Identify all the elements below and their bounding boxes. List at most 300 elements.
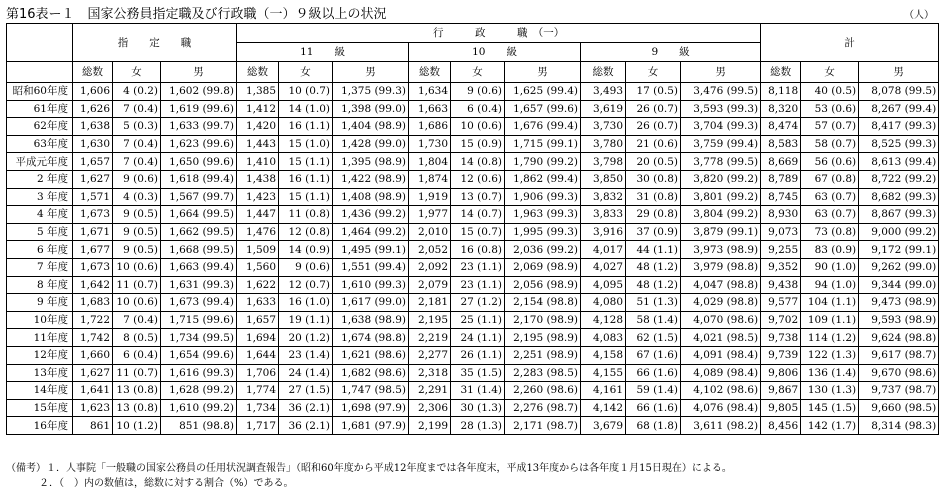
notes <box>6 461 732 491</box>
row-label: 10年度 <box>7 311 73 329</box>
table-cell: 1,638 (98.9) <box>333 311 409 329</box>
table-cell: 1,438 <box>237 170 279 188</box>
table-cell: 4,076 (98.4) <box>681 399 761 417</box>
table-cell: 1,742 <box>73 329 113 347</box>
table-cell: 10 (1.2) <box>113 417 161 435</box>
table-cell: 3,916 <box>581 223 626 241</box>
table-cell: 3,730 <box>581 118 626 136</box>
table-cell: 8,417 (99.3) <box>859 118 939 136</box>
table-cell: 3,476 (99.5) <box>681 83 761 101</box>
table-cell: 1,410 <box>237 153 279 171</box>
table-cell: 1,567 (99.7) <box>161 188 237 206</box>
subheader-otoko: 男 <box>681 62 761 83</box>
table-cell: 1,641 <box>73 382 113 400</box>
table-cell: 1,627 <box>73 170 113 188</box>
table-cell: 2,154 (98.8) <box>505 294 581 312</box>
table-cell: 1,663 (99.4) <box>161 258 237 276</box>
table-cell: 1,633 (99.7) <box>161 118 237 136</box>
table-cell: 48 (1.2) <box>626 276 681 294</box>
table-cell: 1,412 <box>237 100 279 118</box>
table-cell: 8,314 (98.3) <box>859 417 939 435</box>
table-row <box>7 118 939 136</box>
table-cell: 62 (1.5) <box>626 329 681 347</box>
table-cell: 2,306 <box>409 399 451 417</box>
table-cell: 31 (1.4) <box>451 382 505 400</box>
table-row <box>7 329 939 347</box>
table-cell: 851 (98.8) <box>161 417 237 435</box>
table-cell: 4,047 (98.8) <box>681 276 761 294</box>
table-cell: 59 (1.4) <box>626 382 681 400</box>
table-cell: 14 (0.8) <box>451 153 505 171</box>
table-cell: 16 (1.1) <box>279 170 333 188</box>
row-label: 平成元年度 <box>7 153 73 171</box>
table-cell: 1,677 <box>73 241 113 259</box>
table-cell: 1,668 (99.5) <box>161 241 237 259</box>
table-cell: 1,423 <box>237 188 279 206</box>
table-cell: 145 (1.5) <box>801 399 859 417</box>
table-cell: 1,657 (99.6) <box>505 100 581 118</box>
subheader-otoko: 男 <box>859 62 939 83</box>
table-cell: 4 (0.3) <box>113 188 161 206</box>
table-cell: 1,906 (99.3) <box>505 188 581 206</box>
table-cell: 1,495 (99.1) <box>333 241 409 259</box>
table-cell: 8 (0.5) <box>113 329 161 347</box>
table-cell: 15 (1.1) <box>279 188 333 206</box>
table-row <box>7 206 939 224</box>
table-cell: 67 (0.8) <box>801 170 859 188</box>
table-cell: 28 (1.3) <box>451 417 505 435</box>
table-cell: 2,276 (98.7) <box>505 399 581 417</box>
table-cell: 4,029 (98.8) <box>681 294 761 312</box>
table-cell: 1,654 (99.6) <box>161 346 237 364</box>
table-cell: 1,618 (99.4) <box>161 170 237 188</box>
table-cell: 1,681 (97.9) <box>333 417 409 435</box>
table-cell: 40 (0.5) <box>801 83 859 101</box>
table-cell: 3,801 (99.2) <box>681 188 761 206</box>
table-cell: 56 (0.6) <box>801 153 859 171</box>
table-cell: 2,199 <box>409 417 451 435</box>
table-cell: 109 (1.1) <box>801 311 859 329</box>
subheader-onna: 女 <box>113 62 161 83</box>
table-cell: 10 (0.6) <box>451 118 505 136</box>
table-cell: 15 (0.9) <box>451 135 505 153</box>
table-cell: 142 (1.7) <box>801 417 859 435</box>
table-cell: 1,683 <box>73 294 113 312</box>
table-cell: 1,385 <box>237 83 279 101</box>
table-cell: 1,622 <box>237 276 279 294</box>
table-cell: 1,447 <box>237 206 279 224</box>
row-label: 15年度 <box>7 399 73 417</box>
table-cell: 31 (0.8) <box>626 188 681 206</box>
unit-label: （人） <box>904 10 934 21</box>
table-cell: 30 (0.8) <box>626 170 681 188</box>
table-cell: 27 (1.5) <box>279 382 333 400</box>
table-row <box>7 258 939 276</box>
table-cell: 19 (1.1) <box>279 311 333 329</box>
table-cell: 1,650 (99.6) <box>161 153 237 171</box>
table-cell: 2,277 <box>409 346 451 364</box>
table-cell: 1,571 <box>73 188 113 206</box>
table-cell: 5 (0.3) <box>113 118 161 136</box>
table-cell: 3,804 (99.2) <box>681 206 761 224</box>
table-cell: 1,963 (99.3) <box>505 206 581 224</box>
table-row <box>7 170 939 188</box>
table-cell: 4,080 <box>581 294 626 312</box>
table-cell: 1,715 (99.6) <box>161 311 237 329</box>
table-cell: 3,850 <box>581 170 626 188</box>
table-cell: 11 (0.7) <box>113 364 161 382</box>
table-cell: 1,420 <box>237 118 279 136</box>
table-cell: 4,070 (98.6) <box>681 311 761 329</box>
table-cell: 1,408 (98.9) <box>333 188 409 206</box>
subheader-onna: 女 <box>801 62 859 83</box>
table-row <box>7 223 939 241</box>
table-cell: 17 (0.5) <box>626 83 681 101</box>
table-cell: 4 (0.2) <box>113 83 161 101</box>
row-label: 63年度 <box>7 135 73 153</box>
table-cell: 8,867 (99.3) <box>859 206 939 224</box>
table-cell: 1,464 (99.2) <box>333 223 409 241</box>
table-cell: 9,617 (98.7) <box>859 346 939 364</box>
table-cell: 26 (1.1) <box>451 346 505 364</box>
subheader-sosu: 総数 <box>581 62 626 83</box>
table-cell: 9,473 (98.9) <box>859 294 939 312</box>
table-cell: 1,722 <box>73 311 113 329</box>
table-cell: 9 (0.5) <box>113 223 161 241</box>
table-cell: 1,633 <box>237 294 279 312</box>
table-cell: 9 (0.6) <box>279 258 333 276</box>
row-label: 昭和60年度 <box>7 83 73 101</box>
table-cell: 4,102 (98.6) <box>681 382 761 400</box>
table-cell: 9,738 <box>761 329 801 347</box>
table-row <box>7 364 939 382</box>
table-cell: 53 (0.6) <box>801 100 859 118</box>
table-cell: 9,739 <box>761 346 801 364</box>
table-cell: 26 (0.7) <box>626 118 681 136</box>
table-cell: 2,291 <box>409 382 451 400</box>
subheader-sosu: 総数 <box>73 62 113 83</box>
table-cell: 2,079 <box>409 276 451 294</box>
table-cell: 1,617 (99.0) <box>333 294 409 312</box>
table-cell: 1,706 <box>237 364 279 382</box>
table-cell: 1,734 <box>237 399 279 417</box>
row-label: 61年度 <box>7 100 73 118</box>
table-cell: 1,673 <box>73 258 113 276</box>
table-cell: 35 (1.5) <box>451 364 505 382</box>
table-cell: 9,702 <box>761 311 801 329</box>
table-cell: 1,995 (99.3) <box>505 223 581 241</box>
table-cell: 27 (1.2) <box>451 294 505 312</box>
table-cell: 1,627 <box>73 364 113 382</box>
table-row <box>7 382 939 400</box>
table-cell: 20 (0.5) <box>626 153 681 171</box>
table-cell: 3,759 (99.4) <box>681 135 761 153</box>
table-cell: 861 <box>73 417 113 435</box>
table-cell: 9 (0.6) <box>451 83 505 101</box>
table-cell: 9 (0.5) <box>113 206 161 224</box>
table-cell: 6 (0.4) <box>451 100 505 118</box>
table-cell: 1,398 (99.0) <box>333 100 409 118</box>
table-cell: 9,577 <box>761 294 801 312</box>
row-label: 62年度 <box>7 118 73 136</box>
table-cell: 1,395 (98.9) <box>333 153 409 171</box>
row-label: 11年度 <box>7 329 73 347</box>
table-cell: 9,660 (98.5) <box>859 399 939 417</box>
table-row <box>7 135 939 153</box>
table-cell: 9,438 <box>761 276 801 294</box>
table-cell: 4,155 <box>581 364 626 382</box>
table-cell: 8,078 (99.5) <box>859 83 939 101</box>
table-cell: 9,000 (99.2) <box>859 223 939 241</box>
table-cell: 13 (0.7) <box>451 188 505 206</box>
table-cell: 3,611 (98.2) <box>681 417 761 435</box>
table-cell: 9,867 <box>761 382 801 400</box>
table-cell: 21 (0.6) <box>626 135 681 153</box>
table-cell: 1,623 (99.6) <box>161 135 237 153</box>
row-label: 6 年度 <box>7 241 73 259</box>
table-cell: 26 (0.7) <box>626 100 681 118</box>
table-cell: 1,660 <box>73 346 113 364</box>
table-cell: 3,778 (99.5) <box>681 153 761 171</box>
table-cell: 1,919 <box>409 188 451 206</box>
table-cell: 16 (0.8) <box>451 241 505 259</box>
table-cell: 66 (1.6) <box>626 364 681 382</box>
row-label: 5 年度 <box>7 223 73 241</box>
table-cell: 9,262 (99.0) <box>859 258 939 276</box>
table-cell: 4,027 <box>581 258 626 276</box>
table-cell: 10 (0.6) <box>113 294 161 312</box>
table-cell: 1,616 (99.3) <box>161 364 237 382</box>
table-cell: 4,021 (98.5) <box>681 329 761 347</box>
header-kyu10: 10 級 <box>409 43 581 62</box>
table-cell: 23 (1.1) <box>451 258 505 276</box>
table-cell: 2,195 <box>409 311 451 329</box>
table-cell: 9,593 (98.9) <box>859 311 939 329</box>
table-cell: 23 (1.4) <box>279 346 333 364</box>
table-cell: 9 (0.6) <box>113 170 161 188</box>
table-cell: 4,142 <box>581 399 626 417</box>
table-cell: 12 (0.8) <box>279 223 333 241</box>
table-cell: 7 (0.4) <box>113 311 161 329</box>
table-cell: 36 (2.1) <box>279 417 333 435</box>
table-cell: 4,158 <box>581 346 626 364</box>
table-cell: 6 (0.4) <box>113 346 161 364</box>
table-cell: 13 (0.8) <box>113 382 161 400</box>
table-row <box>7 276 939 294</box>
table-cell: 3,780 <box>581 135 626 153</box>
table-cell: 94 (1.0) <box>801 276 859 294</box>
table-cell: 15 (0.7) <box>451 223 505 241</box>
table-cell: 1,631 (99.3) <box>161 276 237 294</box>
table-cell: 8,525 (99.3) <box>859 135 939 153</box>
table-cell: 10 (0.6) <box>113 258 161 276</box>
table-cell: 3,798 <box>581 153 626 171</box>
table-cell: 8,669 <box>761 153 801 171</box>
table-row <box>7 311 939 329</box>
table-cell: 1,977 <box>409 206 451 224</box>
table-cell: 2,170 (98.9) <box>505 311 581 329</box>
table-cell: 9,737 (98.7) <box>859 382 939 400</box>
corner-cell <box>7 24 73 62</box>
table-cell: 51 (1.3) <box>626 294 681 312</box>
table-cell: 8,474 <box>761 118 801 136</box>
table-cell: 1,422 (98.9) <box>333 170 409 188</box>
table-cell: 4,091 (98.4) <box>681 346 761 364</box>
table-cell: 1,509 <box>237 241 279 259</box>
table-cell: 2,251 (98.9) <box>505 346 581 364</box>
table-cell: 3,833 <box>581 206 626 224</box>
table-cell: 8,613 (99.4) <box>859 153 939 171</box>
subheader-otoko: 男 <box>333 62 409 83</box>
table-cell: 13 (0.8) <box>113 399 161 417</box>
table-cell: 3,493 <box>581 83 626 101</box>
table-cell: 1,730 <box>409 135 451 153</box>
table-cell: 1,790 (99.2) <box>505 153 581 171</box>
table-cell: 9,344 (99.0) <box>859 276 939 294</box>
table-cell: 1,602 (99.8) <box>161 83 237 101</box>
table-cell: 14 (1.0) <box>279 100 333 118</box>
table-cell: 1,804 <box>409 153 451 171</box>
table-cell: 1,436 (99.2) <box>333 206 409 224</box>
table-cell: 136 (1.4) <box>801 364 859 382</box>
table-cell: 30 (1.3) <box>451 399 505 417</box>
table-cell: 1,747 (98.5) <box>333 382 409 400</box>
table-cell: 1,619 (99.6) <box>161 100 237 118</box>
table-cell: 9,670 (98.6) <box>859 364 939 382</box>
table-cell: 1,621 (98.6) <box>333 346 409 364</box>
table-cell: 2,052 <box>409 241 451 259</box>
table-cell: 8,682 (99.3) <box>859 188 939 206</box>
note-2: ２．（ ）内の数値は，総数に対する割合（%）である。 <box>39 478 294 489</box>
table-cell: 8,583 <box>761 135 801 153</box>
row-label: 9 年度 <box>7 294 73 312</box>
table-cell: 29 (0.8) <box>626 206 681 224</box>
table-cell: 1,698 (97.9) <box>333 399 409 417</box>
table-row <box>7 346 939 364</box>
table-cell: 15 (1.1) <box>279 153 333 171</box>
table-cell: 14 (0.7) <box>451 206 505 224</box>
table-cell: 1,664 (99.5) <box>161 206 237 224</box>
table-cell: 12 (0.6) <box>451 170 505 188</box>
page-title: 第16表ー１ 国家公務員指定職及び行政職（一）９級以上の状況 <box>6 7 387 22</box>
table-cell: 3,820 (99.2) <box>681 170 761 188</box>
table-cell: 1,644 <box>237 346 279 364</box>
table-cell: 3,704 (99.3) <box>681 118 761 136</box>
table-cell: 8,789 <box>761 170 801 188</box>
table-row <box>7 294 939 312</box>
row-label: 7 年度 <box>7 258 73 276</box>
table-cell: 57 (0.7) <box>801 118 859 136</box>
table-cell: 1,682 (98.6) <box>333 364 409 382</box>
table-row <box>7 100 939 118</box>
row-label: 4 年度 <box>7 206 73 224</box>
table-cell: 1,560 <box>237 258 279 276</box>
table-cell: 10 (0.7) <box>279 83 333 101</box>
table-cell: 2,056 (98.9) <box>505 276 581 294</box>
table-cell: 4,017 <box>581 241 626 259</box>
table-cell: 37 (0.9) <box>626 223 681 241</box>
table-cell: 15 (1.0) <box>279 135 333 153</box>
subheader-onna: 女 <box>626 62 681 83</box>
table-cell: 4,128 <box>581 311 626 329</box>
table-cell: 24 (1.4) <box>279 364 333 382</box>
table-cell: 2,036 (99.2) <box>505 241 581 259</box>
table-cell: 2,219 <box>409 329 451 347</box>
table-cell: 9,624 (98.8) <box>859 329 939 347</box>
table-cell: 12 (0.7) <box>279 276 333 294</box>
table-cell: 11 (0.8) <box>279 206 333 224</box>
table-cell: 36 (2.1) <box>279 399 333 417</box>
header-gyoseishoku: 行 政 職 （一） <box>237 24 761 43</box>
table-cell: 1,694 <box>237 329 279 347</box>
table-cell: 11 (0.7) <box>113 276 161 294</box>
table-cell: 8,722 (99.2) <box>859 170 939 188</box>
table-cell: 8,745 <box>761 188 801 206</box>
note-1: （備考）１．人事院「一般職の国家公務員の任用状況調査報告」（昭和60年度から平成12年度までは各年度末，平成13年度からは各年度１月15日現在）による。 <box>6 463 732 474</box>
table-cell: 67 (1.6) <box>626 346 681 364</box>
table-cell: 3,679 <box>581 417 626 435</box>
table-cell: 1,638 <box>73 118 113 136</box>
table-cell: 1,662 (99.5) <box>161 223 237 241</box>
table-row <box>7 399 939 417</box>
table-cell: 9 (0.5) <box>113 241 161 259</box>
table-cell: 4,161 <box>581 382 626 400</box>
table-cell: 3,619 <box>581 100 626 118</box>
table-cell: 2,171 (98.7) <box>505 417 581 435</box>
table-cell: 4,095 <box>581 276 626 294</box>
table-cell: 7 (0.4) <box>113 135 161 153</box>
table-cell: 1,551 (99.4) <box>333 258 409 276</box>
subheader-sosu: 総数 <box>237 62 279 83</box>
table-cell: 1,375 (99.3) <box>333 83 409 101</box>
table-cell: 1,717 <box>237 417 279 435</box>
table-cell: 16 (1.1) <box>279 118 333 136</box>
header-kyu11: 11 級 <box>237 43 409 62</box>
table-cell: 63 (0.7) <box>801 206 859 224</box>
row-label: 12年度 <box>7 346 73 364</box>
row-label: 2 年度 <box>7 170 73 188</box>
table-cell: 1,625 (99.4) <box>505 83 581 101</box>
table-cell: 58 (0.7) <box>801 135 859 153</box>
table-cell: 1,874 <box>409 170 451 188</box>
table-cell: 1,673 <box>73 206 113 224</box>
table-cell: 4,089 (98.4) <box>681 364 761 382</box>
table-cell: 1,673 (99.4) <box>161 294 237 312</box>
table-cell: 1,476 <box>237 223 279 241</box>
header-kei: 計 <box>761 24 939 62</box>
table-cell: 2,283 (98.5) <box>505 364 581 382</box>
table-cell: 2,260 (98.6) <box>505 382 581 400</box>
table-cell: 3,979 (98.8) <box>681 258 761 276</box>
table-cell: 114 (1.2) <box>801 329 859 347</box>
subheader-otoko: 男 <box>161 62 237 83</box>
table-row <box>7 83 939 101</box>
table-cell: 1,671 <box>73 223 113 241</box>
table-cell: 3,593 (99.3) <box>681 100 761 118</box>
table-cell: 90 (1.0) <box>801 258 859 276</box>
table-cell: 7 (0.4) <box>113 153 161 171</box>
table-cell: 122 (1.3) <box>801 346 859 364</box>
table-cell: 2,195 (98.9) <box>505 329 581 347</box>
table-cell: 1,674 (98.8) <box>333 329 409 347</box>
table-cell: 2,010 <box>409 223 451 241</box>
row-label: 16年度 <box>7 417 73 435</box>
table-cell: 1,634 <box>409 83 451 101</box>
table-row <box>7 417 939 435</box>
row-label: 8 年度 <box>7 276 73 294</box>
table-cell: 1,626 <box>73 100 113 118</box>
row-label: 3 年度 <box>7 188 73 206</box>
